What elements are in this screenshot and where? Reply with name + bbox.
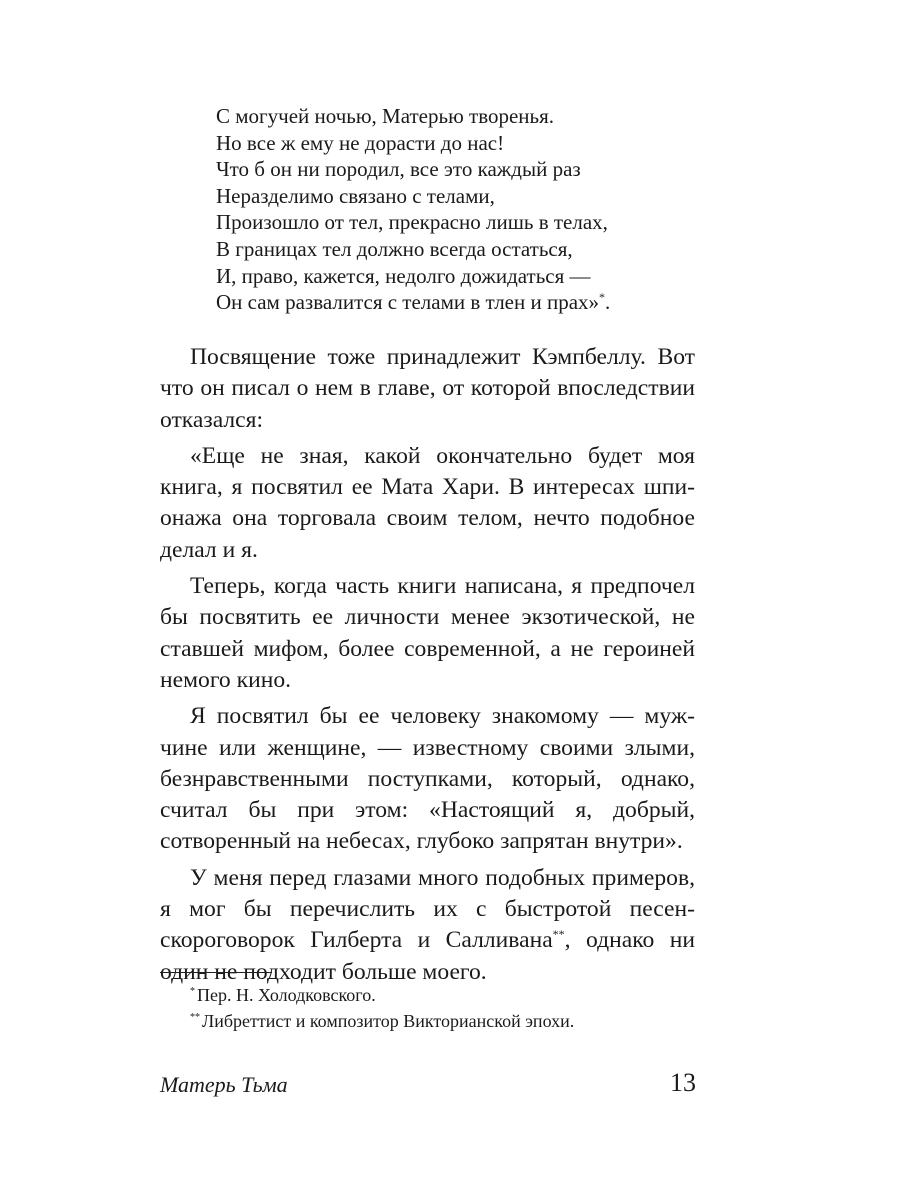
footnote-ref-1: * xyxy=(599,290,606,305)
poem-line: Но все ж ему не дорасти до нас! xyxy=(216,130,505,155)
paragraph-text: У меня перед глазами много подобных примеров, я мог бы перечислить их с быстротой песенскороговорок Гилберта и Салливана xyxy=(160,864,695,954)
footnote-mark: * xyxy=(190,986,195,997)
footnote-mark: ** xyxy=(190,1012,200,1023)
paragraph: Теперь, когда часть книги написана, я предпочел бы посвятить ее личности менее экзотической, не ставшей мифом, более современной, а не героиней немого кино. xyxy=(160,573,695,693)
paragraph xyxy=(160,863,695,988)
poem-line-tail: . xyxy=(605,290,611,315)
paragraph: Я посвятил бы ее человеку знакомому — мужчине или женщине, — известному своими злыми, безнравственными поступками, который, однако, считал бы при этом: «Настоящий я, добрый, сотворенный на небесах, глубоко запрятан внутри». xyxy=(160,703,695,855)
running-title: Матерь Тьма xyxy=(160,1072,288,1097)
footnote xyxy=(190,1008,710,1034)
poem-line-last xyxy=(216,289,686,316)
body-text xyxy=(160,342,695,993)
poem-line: Произошло от тел, прекрасно лишь в телах, xyxy=(216,210,608,235)
page-number: 13 xyxy=(670,1068,696,1097)
poem-line: Неразделимо связано с телами, xyxy=(216,183,495,208)
footnote-text: Пер. Н. Холодковского. xyxy=(197,985,376,1005)
poem-line-text: Он сам развалится с телами в тлен и прах» xyxy=(216,290,600,315)
footnote-ref-2: ** xyxy=(552,927,565,942)
poem-line: В границах тел должно всегда остаться, xyxy=(216,236,573,261)
paragraph: «Еще не зная, какой окончательно будет моя книга, я посвятил ее Мата Хари. В интересах шпионажа она торговала своим телом, нечто подобное делал и я. xyxy=(160,442,695,563)
poem-line: С могучей ночью, Матерью творенья. xyxy=(216,104,555,128)
poem-excerpt xyxy=(216,103,686,316)
poem-line: Что б он ни породил, все это каждый раз xyxy=(216,157,581,182)
footnote-divider xyxy=(160,972,272,973)
footnotes xyxy=(190,982,710,1034)
paragraph: Посвящение тоже принадлежит Кэмпбеллу. Вот что он писал о нем в главе, от которой впоследствии отказался: xyxy=(160,344,695,433)
footnote xyxy=(190,982,710,1008)
footnote-text: Либреттист и композитор Викторианской эпохи. xyxy=(202,1011,575,1031)
poem-line: И, право, кажется, недолго дожидаться — xyxy=(216,263,591,288)
paragraph-text-tail: , однако ни один не подходит больше моего. xyxy=(160,927,695,985)
